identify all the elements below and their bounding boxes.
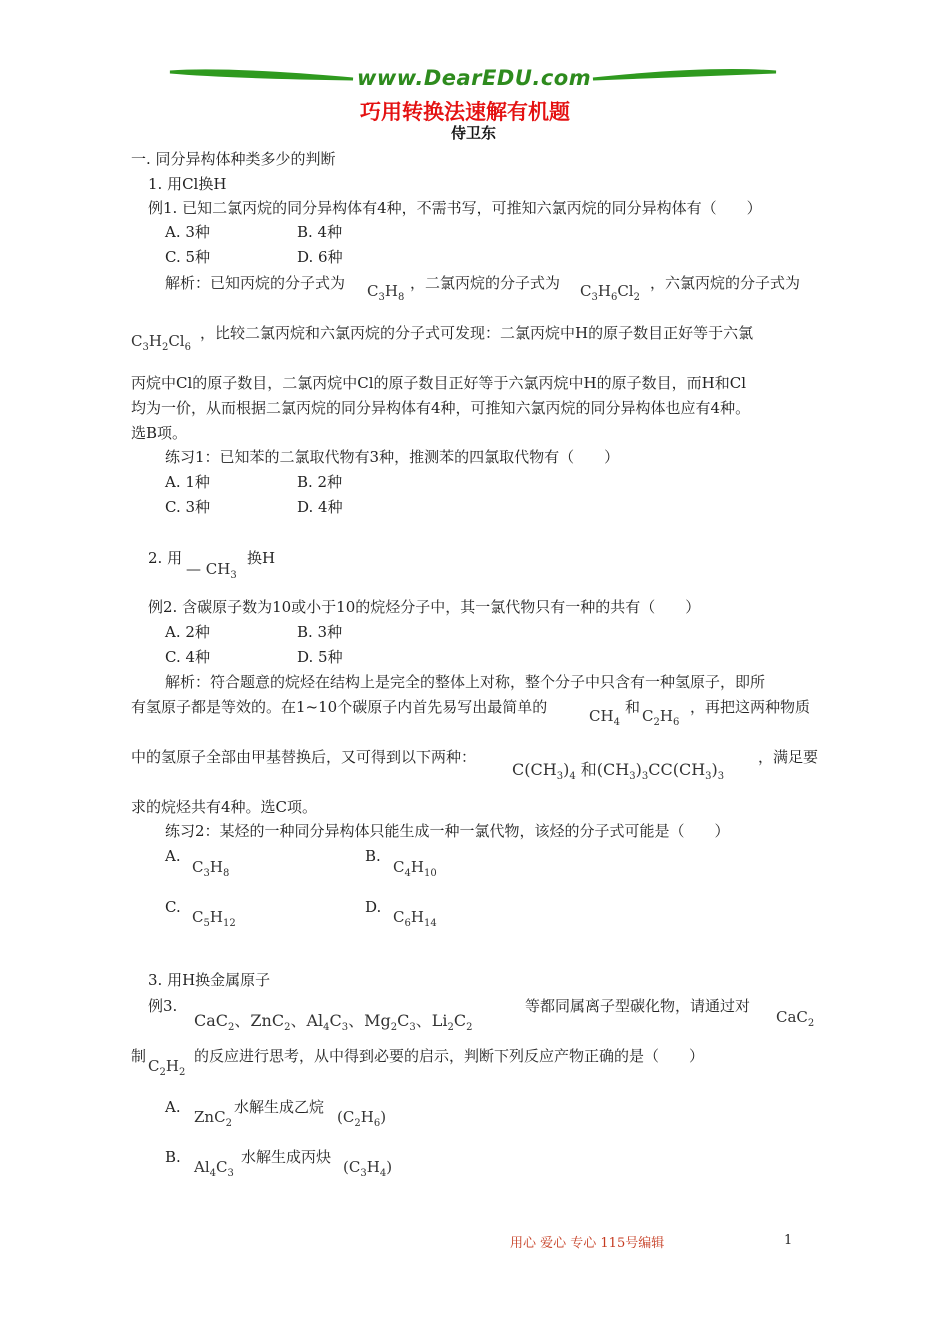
example-3-text2: 的反应进行思考，从中得到必要的启示，判断下列反应产物正确的是（ ） [194,1047,705,1065]
subheading-2-suffix: 换H [247,549,276,567]
formula-ch4: $CH_4$ [589,707,620,728]
analysis-1-part4: ，比较二氯丙烷和六氯丙烷的分子式可发现：二氯丙烷中H的原子数目正好等于六氯 [200,324,754,342]
formula-c2h6: $C_2H_6$ [642,707,680,728]
analysis-1-line3: 丙烷中Cl的原子数目，二氯丙烷中Cl的原子数目正好等于六氯丙烷中H的原子数目，而H和Cl [131,374,746,392]
page-number: 1 [784,1233,793,1248]
analysis-2-line1: 解析：符合题意的烷烃在结构上是完全的整体上对称，整个分子中只含有一种氢原子，即所 [165,673,766,691]
option-a-label: A. [165,847,181,865]
formula-cac2: CaC$_2$ [776,1008,815,1029]
formula-c3h2cl6: $C_3H_2Cl_6$ [131,332,191,353]
option-c-label: C. [165,898,181,916]
formula-c3h6cl2: $C_3H_6Cl_2$ [580,282,640,303]
formula-c5h12: $C_5H_{12}$ [192,908,236,929]
formula-c6h14: $C_6H_{14}$ [393,908,437,929]
subheading-2-prefix: 2. 用 [148,549,183,567]
analysis-2-line2a: 有氢原子都是等效的。在1~10个碳原子内首先易写出最简单的 [131,698,548,716]
formula-c2h6: $(C_2H_6)$ [337,1108,387,1129]
analysis-1-line5: 选B项。 [131,424,188,442]
section-heading: 一. 同分异构体种类多少的判断 [131,150,336,168]
example-1-question: 例1. 已知二氯丙烷的同分异构体有4种，不需书写，可推知六氯丙烷的同分异构体有（ ） [148,199,762,217]
analysis-2-line2b: 和 [625,698,641,716]
example-3-label: 例3. [148,997,178,1015]
example-3-text2-prefix: 制 [131,1047,147,1065]
analysis-1-part1: 解析：已知丙烷的分子式为 [165,274,346,292]
option-c: C. 5种 [165,248,211,266]
formula-znc2: ZnC$_2$ [194,1108,232,1129]
analysis-2-line3a: 中的氢原子全部由甲基替换后，又可得到以下两种： [131,748,477,766]
formula-ch3-group: — $CH_3$ [186,560,237,581]
formula-c3h8: $C_3H_8$ [367,282,405,303]
option-c: C. 3种 [165,498,211,516]
formula-al4c3: $Al_4C_3$ [194,1158,234,1179]
analysis-1-part2: ，二氯丙烷的分子式为 [410,274,561,292]
option-d-label: D. [365,898,382,916]
practice-2-question: 练习2：某烃的一种同分异构体只能生成一种一氯代物，该烃的分子式可能是（ ） [165,822,730,840]
formula-c3h4: $(C_3H_4)$ [343,1158,393,1179]
formula-c4h10: $C_4H_{10}$ [393,858,437,879]
example-2-question: 例2. 含碳原子数为10或小于10的烷烃分子中，其一氯代物只有一种的共有（ ） [148,598,701,616]
site-logo: www.DearEDU.com [357,66,592,90]
formula-c-ch3-4: $C(CH_3)_4$ 和$(CH_3)_3CC(CH_3)_3$ [512,760,725,782]
option-a-label: A. [165,1098,181,1116]
analysis-2-line3b: ，满足要 [758,748,819,766]
analysis-2-line2c: ，再把这两种物质 [690,698,811,716]
option-b-label: B. [365,847,381,865]
option-b: B. 3种 [297,623,343,641]
formula-c3h8: $C_3H_8$ [192,858,230,879]
formula-carbides: CaC$_2$、ZnC$_2$、$Al_4C_3$、$Mg_2C_3$、$Li_2C_2$ [194,1011,473,1033]
option-a: A. 1种 [165,473,210,491]
analysis-1-line4: 均为一价，从而根据二氯丙烷的同分异构体有4种，可推知六氯丙烷的同分异构体也应有4种。 [131,399,751,417]
option-d: D. 6种 [297,248,343,266]
analysis-2-line4: 求的烷烃共有4种。选C项。 [131,798,318,816]
option-a-text: 水解生成乙烷 [234,1098,325,1116]
footer-text: 用心 爱心 专心 115号编辑 [510,1236,665,1251]
option-b: B. 4种 [297,223,343,241]
subheading-1: 1. 用Cl换H [148,175,227,193]
formula-c2h2: $C_2H_2$ [148,1057,186,1078]
option-b-text: 水解生成丙炔 [241,1148,332,1166]
option-b: B. 2种 [297,473,343,491]
option-d: D. 4种 [297,498,343,516]
example-3-text1: 等都同属离子型碳化物，请通过对 [525,997,751,1015]
option-c: C. 4种 [165,648,211,666]
option-b-label: B. [165,1148,181,1166]
subheading-3: 3. 用H换金属原子 [148,971,271,989]
analysis-1-part3: ，六氯丙烷的分子式为 [650,274,801,292]
page-title: 巧用转换法速解有机题 [360,99,570,124]
option-a: A. 2种 [165,623,210,641]
author: 侍卫东 [451,124,497,142]
option-a: A. 3种 [165,223,210,241]
practice-1-question: 练习1：已知苯的二氯取代物有3种，推测苯的四氯取代物有（ ） [165,448,620,466]
option-d: D. 5种 [297,648,343,666]
